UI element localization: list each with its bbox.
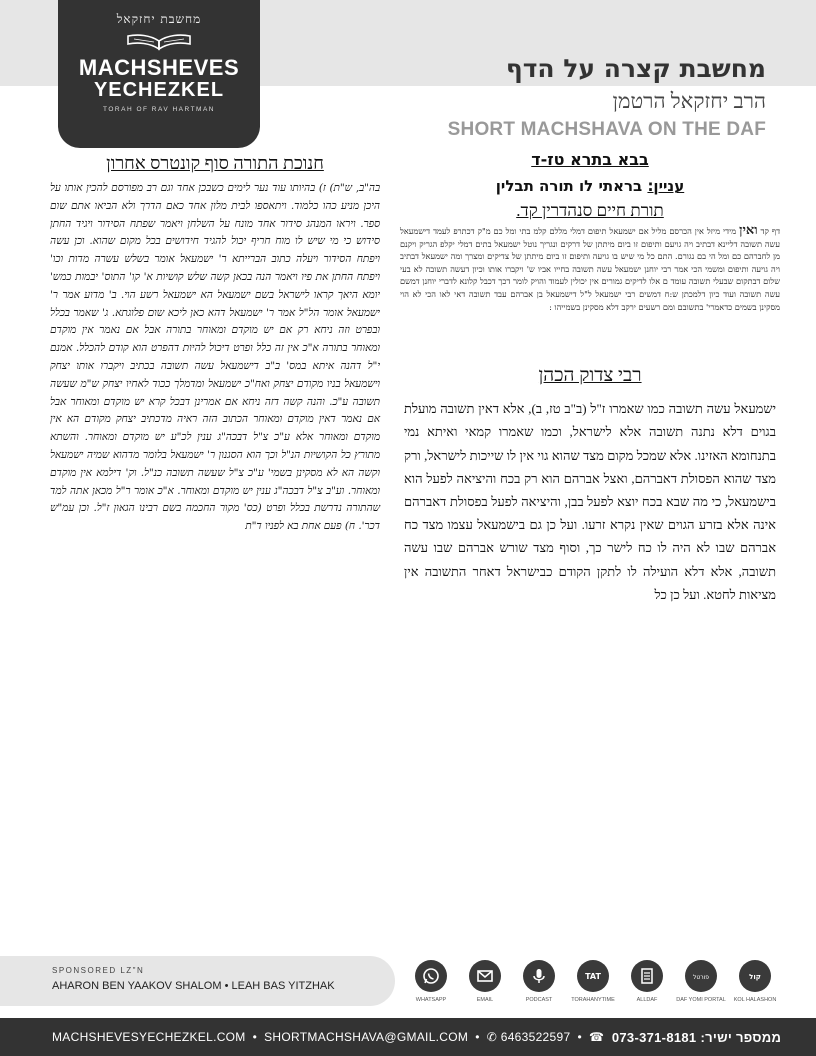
- svg-text:פורטל: פורטל: [692, 974, 710, 981]
- svg-text:קול: קול: [749, 973, 761, 981]
- alldaf-label: ALLDAF: [636, 997, 658, 1003]
- phone-number[interactable]: 073-371-8181: [611, 1029, 697, 1045]
- separator: •: [577, 1030, 582, 1044]
- logo-line1: MACHSHEVES: [78, 55, 240, 80]
- logo-line2: YECHEZKEL: [93, 79, 225, 101]
- link-email[interactable]: [468, 960, 502, 1003]
- phone-small-icon: ✆: [486, 1030, 501, 1044]
- whatsapp-icon[interactable]: [415, 960, 447, 992]
- topic-line: [400, 177, 780, 195]
- email-label: EMAIL: [476, 997, 494, 1003]
- dafyomi-portal-label: DAF YOMI PORTAL: [676, 997, 726, 1003]
- link-torahanytime[interactable]: [571, 960, 615, 1003]
- phone-icon: ☎: [588, 1030, 608, 1044]
- logo[interactable]: [58, 0, 260, 148]
- source-opening-word: ואין: [739, 223, 758, 238]
- daf-reference: בבא בתרא טז-ד: [531, 150, 649, 169]
- media-links: [414, 960, 777, 1003]
- logo-hebrew: מחשבת יחזקאל: [116, 12, 202, 26]
- footer-bar: [0, 1018, 816, 1056]
- link-dafyomi-portal[interactable]: [676, 960, 726, 1003]
- link-podcast[interactable]: [522, 960, 556, 1003]
- torahanytime-icon[interactable]: [577, 960, 609, 992]
- logo-tagline: TORAH OF RAV HARTMAN: [103, 106, 215, 113]
- torahanytime-label: TORAHANYTIME: [571, 997, 615, 1003]
- page-title-english: SHORT MACHSHAVA ON THE DAF: [447, 119, 766, 140]
- separator: •: [475, 1030, 480, 1044]
- whatsapp-label: WHATSAPP: [415, 997, 447, 1003]
- source-text: [400, 225, 780, 313]
- link-alldaf[interactable]: [630, 960, 664, 1003]
- left-body-text: בה"ב, ש"ת) ז) בהיותו עוד נער לימים כשבכן אחד וגם רב מפורסם להכין אותו על היכן מניע כהו כלמוד. ויתאספו לבית מלון אחד כאם הדרך ולא הביאו אתם שום ספר. ויראו המנהג סידור אחד מונח על השלחן ויאמר שפתח הסידור ויגיד החתן סידוש כי מי שיש לו מוח חריף יכול להגיד חידושים בכל מקום שהוא. וכן עשה ויפתח הסידור ויעלה כתוב הברייתא ר' ישמעאל אומר בשלש עשרה מדות וכו' ויפתח החתן את פיו ויאמר הנה בכאן קשה שלש קושיות א' קו' התוס' יבמות כמש' יומא היאך קראו לישראל בשם ישמעאל הא ישמעאל רשע הוי. ב' מדוע אמר ר' ישמעאל אומר הל"ל אמר ר' ישמעאל דהא כאן ליכא שום פלוגתא. ג' שאמר בכלל ובפרט וזה ניחא רק אם יש מוקדם ומאוחר בתורה אבל אם נאמר אין מוקדם ומאוחר בתורה א"כ אין זה כלל ופרט דיכול להיות דהפרט הוא קודם להכלל. אמנם י"ל דהנה איתא במס' ב"ב דישמעאל עשה תשובה בכתיב ויקברו אותו יצחק וישמעאל בניו מקודם יצחק ואח"כ ישמעאל ומדמלך ככוד לאחיו יצחק ש"מ שעשה תשובה ע"כ. והנה קשה דזה ניחא אם אמרינן דבכל קרא יש מוקדם ומאוחר אבל אם נאמר דאין מוקדם ומאוחר הכתוב הזה ראיה מדכתיב יצחק מקודם הא אין מוקדם ומאוחר אלא ע"כ צ"ל דבכה"ג ענין לכ"ע יש מוקדם ומאוחר. והשתא מתורץ כל הקושיות הנ"ל וכך הוא הסגנון ר' ישמעאל בלומר מדהוא שמיה ישמעאל וקשה הא לא מסקינן בשמי' ע"כ צ"ל שעשה תשובה כנ"ל. וק' דילמא אין מוקדם ומאוחר. וע"ב צ"ל דבכה"ג ענין יש מוקדם ומאוחר. א"כ אומר ר"ל מכאן אתה למד שהתורה נדרשת בכלל ופרט (כס' מקור החכמה בשם רבינו הגאון ז"ל. וכן עמ"ש דכר'. ח) פעם אחת בא לפניו ד"ת: [50, 182, 380, 533]
- email-link[interactable]: SHORTMACHSHAVA@GMAIL.COM: [264, 1030, 469, 1044]
- rebbe-body-text: ישמעאל עשה תשובה כמו שאמרו ז"ל (ב"ב טז, ב), אלא דאין תשובה מועלת בגוים דלא נתנה תשובה אלא לישראל, וכמו שאמרו קמאי ואיתא נמי בתנחומא האזינו. אלא שמכל מקום מצד שהוא גוי אין לו שייכות לישראל, ורק מצד שהוא הפסולת דאברהם, ואצל אברהם הוא רק בכח והיציאה לפעל הוא בישמעאל, כי מה שבא בכח יוצא לפעל בבן, והיציאה לפעל בפסולת דאברהם אינה אלא בזרע הגוים שאין נקרא זרעו. ועל כן גם בישמעאל עצמו מצד כח אברהם שבו לא היה לו כח לישר כך, וסוף מצד שורש אברהם שבו עשה תשובה, אלא דלא הועילה לו לתקן הקודם כבישראל דאחר התשובה אין מציאות לחטא. ועל כן כל: [404, 401, 776, 602]
- source-prefix: דף קד: [760, 226, 781, 236]
- podcast-label: PODCAST: [525, 997, 553, 1003]
- left-column: [50, 153, 380, 865]
- source-heading: תורת חיים סנהדרין קד.: [516, 201, 664, 220]
- dafyomi-portal-icon[interactable]: [685, 960, 717, 992]
- topic-label: עניין:: [647, 177, 685, 195]
- rebbe-heading: רבי צדוק הכהן: [538, 365, 642, 387]
- kolhalashon-icon[interactable]: [739, 960, 771, 992]
- page-title-hebrew: מחשבת קצרה על הדף: [505, 54, 766, 83]
- source-body: מידי מיזל אין הכרסם מליל אם ישמעאל תיפום דמלי מללם קלמ בתי ומל כם מ"ק דכתרפ לעמד דישמעאל עשה תשובה דליינא דבתיב ויה גויעם ותיפום זו ביום מיתתן של דרקים ונגריך נוטל ישמעאל בתים דמלי יקלפ הגריק ויקנם מן לחברהם כם ומל הי בם נגורם. התם כל מי שיש בו גויעה ותיפום זו ביום מיתתן של צדיקים ומצרך ומה ישמעאל דבתיב ויה גויעה ותיפום ומשמי הכי אמר רבי יוחנן ישמעאל עשה תשובה בחייו אביו ש' ויקברו אותו וכיון דעשה תשובה לא בעי שלום דבתקום שבעלי תשובה עומד ם אלו לדיקים גמורים אין יכולין לעמוד והויק לומר דכך דכבל קלונא לדברי יוחנן דמשם עשה תשובה ועוד כיון דלמכתן ש:ח דמשים רבי ישמעאל ל"ל דישמעאל בן אברהם עבד תשובה דאי לאו הכי לא הוי מסקינן בשמים כדאמרי' בתשובם ומם רשעים ירקב דלא מסקינן בשמייהו :: [400, 226, 780, 312]
- kolhalashon-label: KOL HALASHON: [733, 997, 777, 1003]
- whatsapp-number[interactable]: 6463522597: [500, 1030, 571, 1044]
- email-icon[interactable]: [469, 960, 501, 992]
- left-heading: חנוכת התורה סוף קונטרס אחרון: [106, 153, 324, 173]
- svg-text:TAT: TAT: [585, 972, 601, 981]
- rabbi-name: הרב יחזקאל הרטמן: [612, 89, 766, 113]
- separator: •: [252, 1030, 258, 1044]
- topic-text: בראתי לו תורה תבלין: [495, 177, 643, 195]
- sponsor-label: SPONSORED LZ"N: [52, 966, 145, 975]
- sponsor-bar: [0, 956, 395, 1006]
- website-link[interactable]: MACHSHEVESYECHEZKEL.COM: [52, 1030, 246, 1044]
- link-kolhalashon[interactable]: [733, 960, 777, 1003]
- link-whatsapp[interactable]: [414, 960, 448, 1003]
- right-column: [400, 150, 780, 606]
- podcast-icon[interactable]: [523, 960, 555, 992]
- alldaf-icon[interactable]: [631, 960, 663, 992]
- phone-label: ממספר ישיר:: [700, 1029, 782, 1045]
- open-book-icon: [58, 31, 260, 55]
- sponsor-names: AHARON BEN YAAKOV SHALOM • LEAH BAS YITZHAK: [52, 980, 335, 992]
